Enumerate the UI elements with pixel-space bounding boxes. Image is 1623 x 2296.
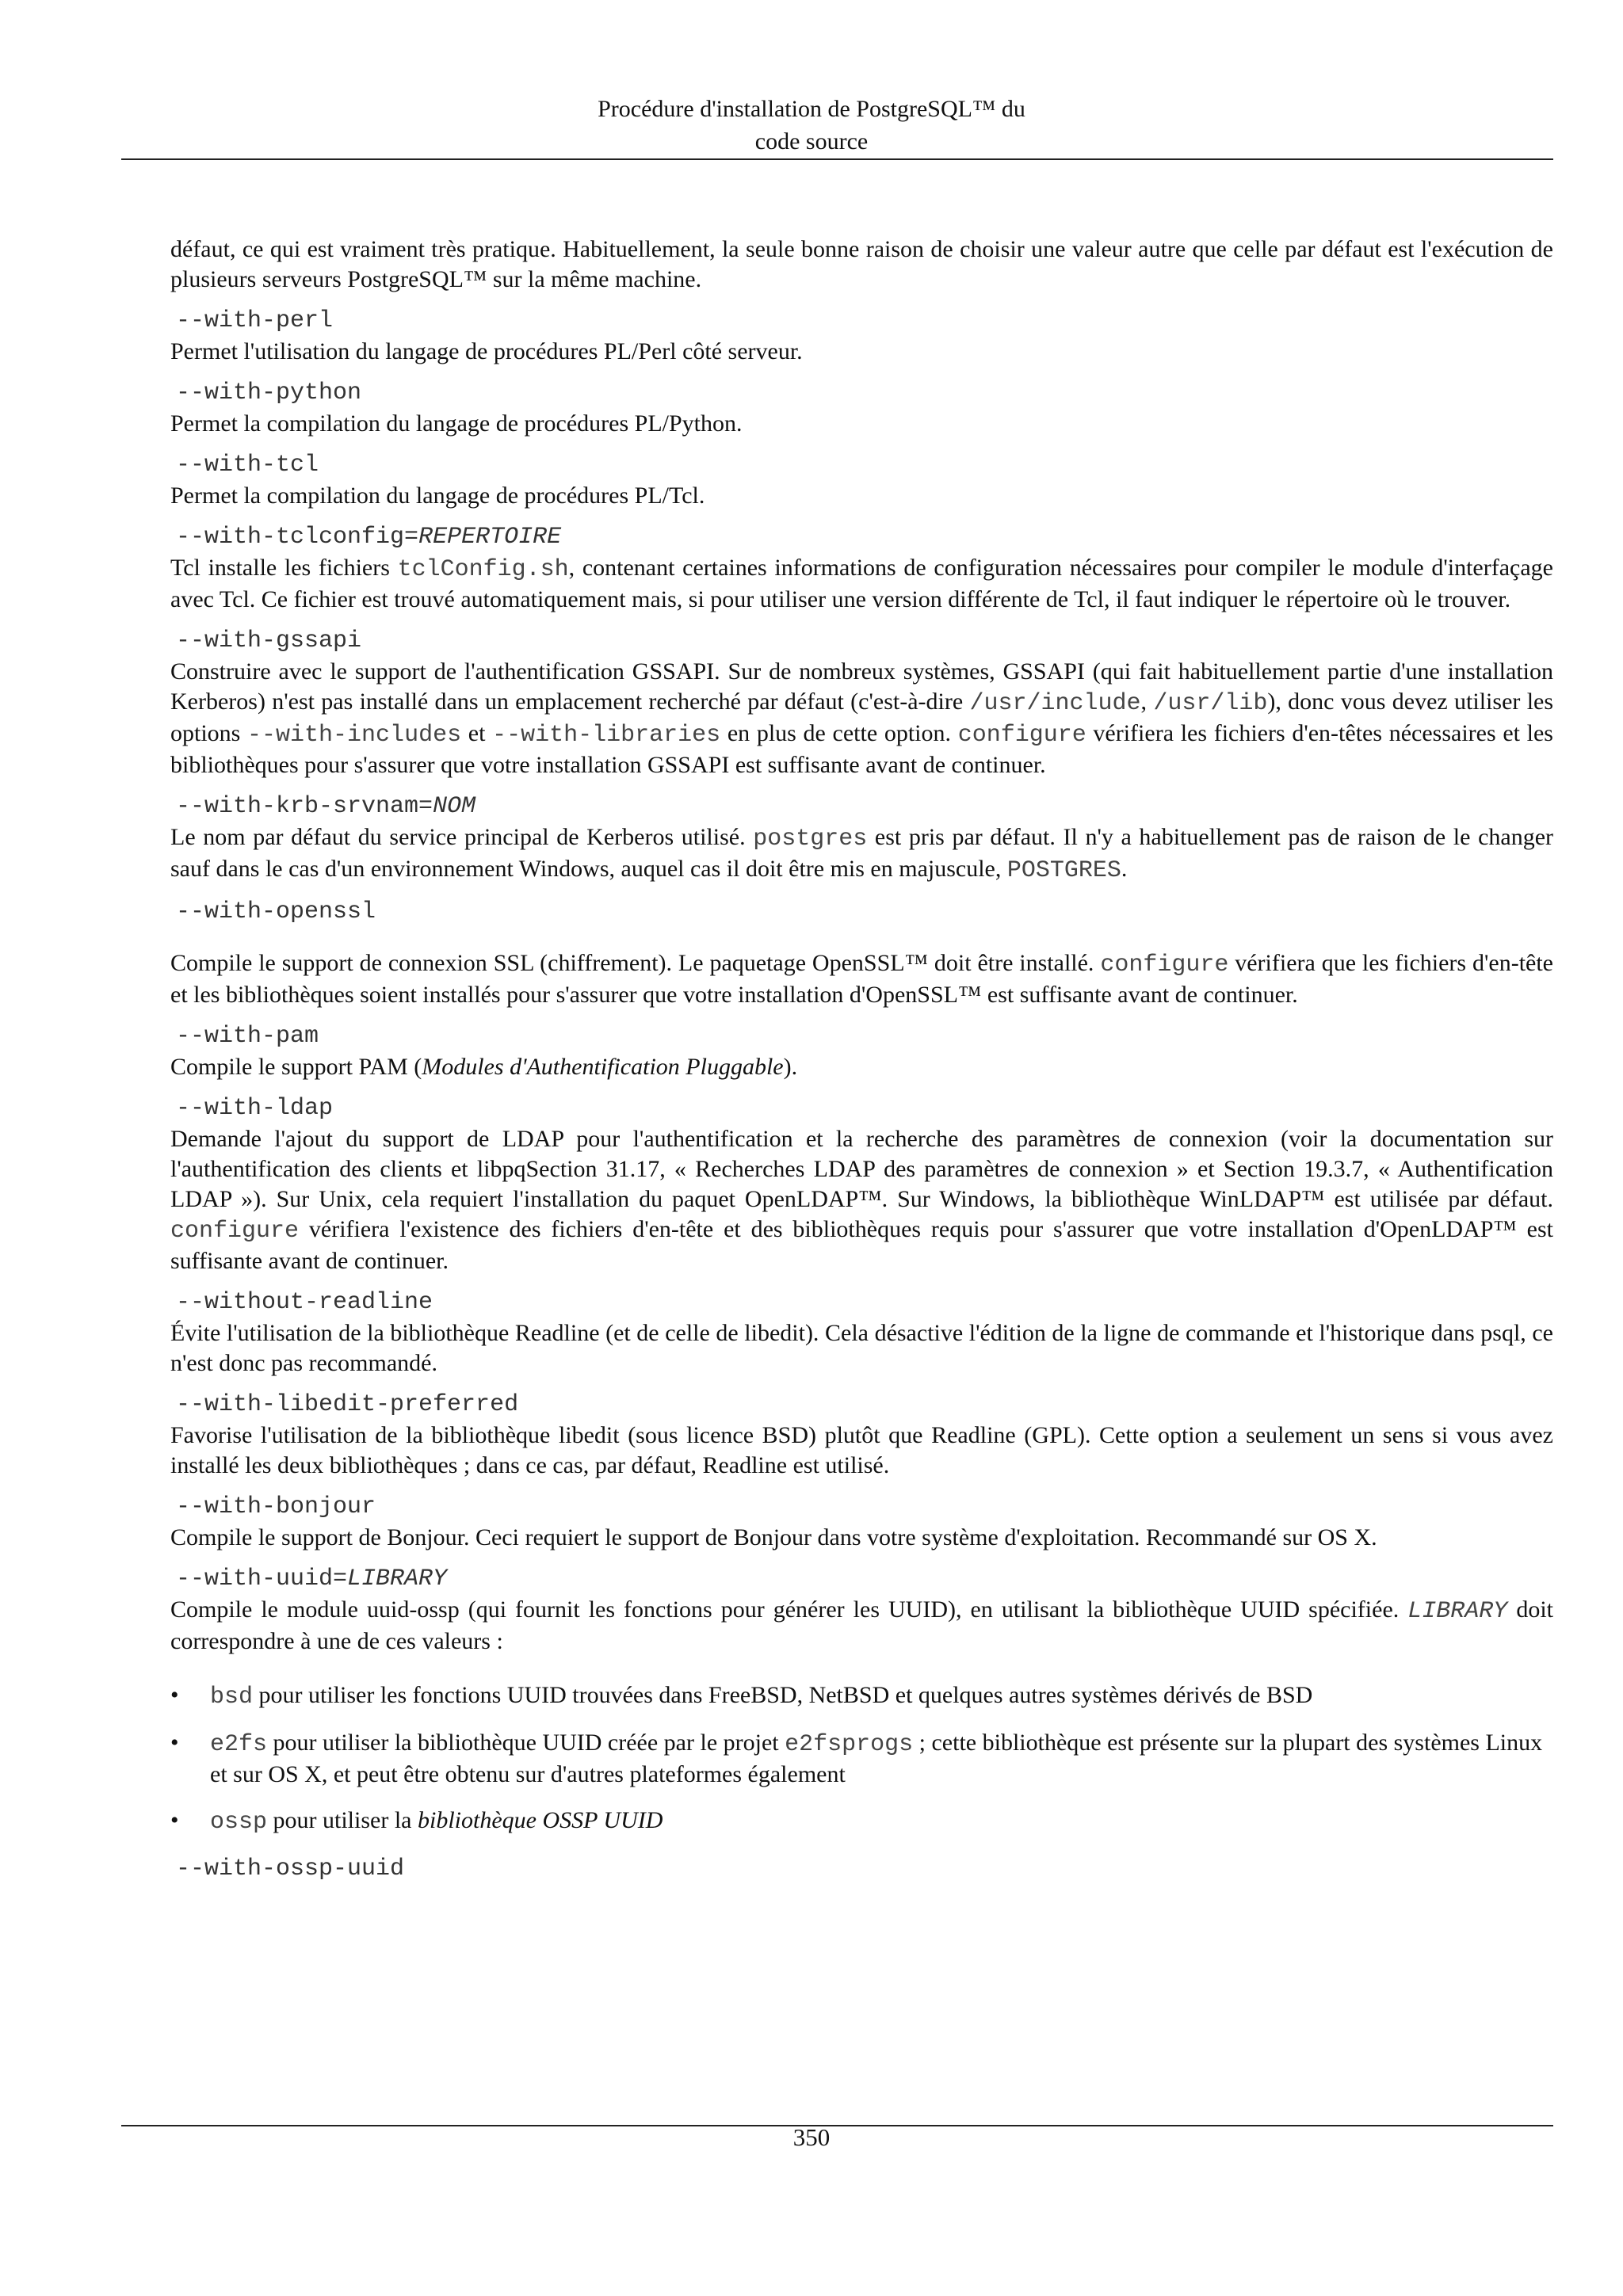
option-with-python — [170, 377, 1553, 439]
description-text: vérifiera les fichiers d'en-têtes nécessaires et les bibliothèques pour s'assurer que votre installation GSSAPI est suffisante avant de continuer. — [170, 720, 1553, 778]
option-term-argument: NOM — [433, 793, 476, 820]
inline-code: configure — [170, 1218, 300, 1245]
inline-code: tclConfig.sh — [397, 556, 569, 583]
option-term-name: --with-uuid= — [176, 1566, 348, 1592]
description-text: Tcl installe les fichiers — [170, 555, 398, 581]
description-text: ). — [783, 1054, 798, 1080]
option-term: --with-tcl — [176, 452, 319, 479]
inline-code: configure — [1100, 952, 1229, 978]
option-term — [176, 1563, 1553, 1595]
description-text: vérifiera l'existence des fichiers d'en-tête et des bibliothèques requis pour s'assurer que votre installation d'OpenLDAP™ est suffisante avant de continuer. — [170, 1216, 1553, 1274]
inline-code: e2fs — [210, 1731, 268, 1758]
option-term-argument: LIBRARY — [347, 1566, 448, 1592]
description-text: Compile le module uuid-ossp (qui fournit les fonctions pour générer les UUID), en utilisant la bibliothèque UUID spécifiée. — [170, 1596, 1408, 1623]
inline-code: configure — [957, 722, 1086, 749]
inline-code: /usr/lib — [1153, 690, 1268, 717]
option-description: Évite l'utilisation de la bibliothèque Readline (et de celle de libedit). Cela désactive l'édition de la ligne de commande et l'historique dans psql, ce n'est donc pas recommandé. — [170, 1320, 1553, 1376]
option-without-readline — [170, 1287, 1553, 1379]
option-term-name: --with-krb-srvnam= — [176, 793, 433, 820]
description-text: . — [1121, 856, 1128, 882]
description-text: Demande l'ajout du support de LDAP pour l'authentification et la recherche des paramètres de connexion (voir la documentation sur l'authentification des clients et libpqSection 31.17, « Recherches LDAP des paramètres de connexion » et Section 19.3.7, « Authentification LDAP »). Sur Unix, cela requiert l'installation du paquet OpenLDAP™. Sur Windows, la bibliothèque WinLDAP™ est utilisée par défaut. — [170, 1126, 1553, 1212]
intro-paragraph: défaut, ce qui est vraiment très pratique. Habituellement, la seule bonne raison de choisir une valeur autre que celle par défaut est l'exécution de plusieurs serveurs PostgreSQL™ sur la même machine. — [170, 236, 1553, 292]
option-description — [170, 948, 1553, 1010]
option-term: --with-perl — [176, 307, 334, 334]
description-text: vérifiera que les fichiers d'en-tête et les bibliothèques soient installés pour s'assurer que votre installation d'OpenSSL™ est suffisante avant de continuer. — [170, 950, 1553, 1008]
list-item — [170, 1728, 1553, 1790]
inline-code: --with-includes — [247, 722, 462, 749]
option-term-argument: REPERTOIRE — [418, 524, 562, 551]
option-with-ldap — [170, 1093, 1553, 1276]
page-number: 350 — [792, 2123, 831, 2151]
uuid-library-list — [170, 1680, 1553, 1837]
header-title-line1: Procédure d'installation de PostgreSQL™ du — [598, 96, 1025, 122]
inline-code: LIBRARY — [1407, 1598, 1508, 1625]
option-term: --with-ossp-uuid — [176, 1855, 405, 1882]
option-term: --with-bonjour — [176, 1493, 376, 1520]
option-term — [176, 791, 1553, 822]
option-with-gssapi — [170, 625, 1553, 780]
option-term — [176, 521, 1553, 553]
description-text: Compile le support de connexion SSL (chiffrement). Le paquetage OpenSSL™ doit être installé. — [170, 950, 1101, 976]
inline-code: postgres — [753, 826, 868, 852]
list-item-text: pour utiliser la — [267, 1807, 418, 1833]
option-with-tclconfig — [170, 521, 1553, 615]
option-description: Permet la compilation du langage de procédures PL/Python. — [170, 410, 743, 437]
option-term: --with-gssapi — [176, 627, 362, 654]
inline-code: ossp — [210, 1809, 268, 1836]
option-term-name: --with-tclconfig= — [176, 524, 419, 551]
inline-code: /usr/include — [969, 690, 1141, 717]
option-description: Permet l'utilisation du langage de procédures PL/Perl côté serveur. — [170, 338, 803, 364]
option-with-ossp-uuid — [170, 1853, 1553, 1885]
option-term: --without-readline — [176, 1289, 433, 1316]
option-with-uuid — [170, 1563, 1553, 1837]
description-text: et — [461, 720, 493, 746]
header-rule — [121, 158, 1553, 160]
emphasis-text: bibliothèque OSSP UUID — [417, 1807, 663, 1833]
option-with-libedit-preferred — [170, 1389, 1553, 1481]
emphasis-text: Modules d'Authentification Pluggable — [422, 1054, 784, 1080]
description-text: en plus de cette option. — [720, 720, 958, 746]
description-text: Construire avec le support de l'authentification GSSAPI. Sur de nombreux systèmes, GSSAPI (qui fait habituellement partie d'une installation Kerberos) n'est pas installé dans un emplacement recherché par défaut (c'est-à-dire — [170, 658, 1553, 715]
inline-code: bsd — [210, 1684, 254, 1711]
description-text: , contenant certaines informations de configuration nécessaires pour compiler le module d'interfaçage avec Tcl. Ce fichier est trouvé automatiquement mais, si pour utiliser une version différente de Tcl, il faut indiquer le répertoire où le trouver. — [170, 555, 1553, 612]
option-description: Permet la compilation du langage de procédures PL/Tcl. — [170, 482, 705, 509]
description-text: ), donc vous devez utiliser les options — [170, 688, 1554, 746]
list-item-text: pour utiliser les fonctions UUID trouvées dans FreeBSD, NetBSD et quelques autres systèmes dérivés de BSD — [253, 1682, 1313, 1708]
option-with-pam — [170, 1020, 1553, 1082]
option-term: --with-libedit-preferred — [176, 1391, 519, 1418]
option-description — [170, 1124, 1553, 1276]
option-description: Favorise l'utilisation de la bibliothèque libedit (sous licence BSD) plutôt que Readline (GPL). Cette option a seulement un sens si vous avez installé les deux bibliothèques ; dans ce cas, par défaut, Readline est utilisé. — [170, 1422, 1553, 1478]
option-term: --with-openssl — [176, 898, 376, 925]
option-description — [170, 1052, 1553, 1082]
option-with-krb-srvnam — [170, 791, 1553, 886]
list-item — [170, 1806, 1553, 1837]
option-with-openssl — [170, 896, 1553, 1010]
option-description — [170, 1595, 1553, 1657]
list-item-text: ; cette bibliothèque est présente sur la plupart des systèmes Linux et sur OS X, et peut être obtenu sur d'autres plateformes également — [210, 1730, 1543, 1787]
option-description: Compile le support de Bonjour. Ceci requiert le support de Bonjour dans votre système d'exploitation. Recommandé sur OS X. — [170, 1524, 1377, 1550]
option-with-tcl — [170, 449, 1553, 511]
option-description — [170, 657, 1553, 780]
option-description — [170, 822, 1553, 886]
option-description — [170, 553, 1553, 615]
list-item-text: pour utiliser la bibliothèque UUID créée par le projet — [267, 1730, 785, 1756]
list-item — [170, 1680, 1553, 1712]
description-text: , — [1140, 688, 1154, 715]
description-text: Le nom par défaut du service principal de Kerberos utilisé. — [170, 824, 754, 850]
inline-code: --with-libraries — [492, 722, 721, 749]
header-title-line2: code source — [754, 128, 869, 154]
page-header — [0, 93, 1623, 158]
bullet-marker: • — [170, 1807, 179, 1833]
bullet-marker: • — [170, 1682, 179, 1708]
inline-code: e2fsprogs — [785, 1731, 914, 1758]
description-text: est pris par défaut. Il n'y a habituellement pas de raison de le changer sauf dans le cas d'un environnement Windows, auquel cas il doit être mis en majuscule, — [170, 824, 1554, 882]
spacer — [170, 928, 1553, 948]
option-term: --with-pam — [176, 1023, 319, 1050]
page-content — [170, 235, 1553, 1895]
description-text: Compile le support PAM ( — [170, 1054, 422, 1080]
inline-code: POSTGRES — [1006, 857, 1121, 884]
option-term: --with-ldap — [176, 1095, 334, 1122]
option-with-bonjour — [170, 1491, 1553, 1553]
description-text: doit correspondre à une de ces valeurs : — [170, 1596, 1553, 1654]
option-term: --with-python — [176, 379, 362, 406]
option-with-perl — [170, 305, 1553, 367]
bullet-marker: • — [170, 1730, 179, 1756]
